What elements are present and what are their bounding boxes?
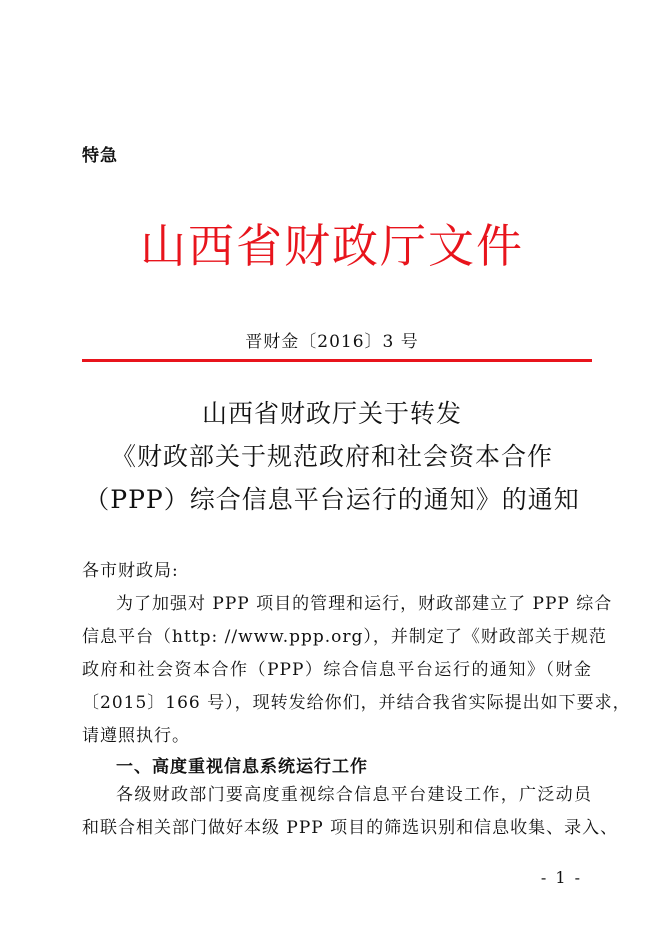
title-line: 《财政部关于规范政府和社会资本合作 (110, 442, 553, 471)
paragraph-line: 政府和社会资本合作（PPP）综合信息平台运行的通知》（财金 (82, 660, 592, 680)
notice-title (0, 392, 664, 521)
page-number: - 1 - (540, 868, 582, 887)
paragraph-line: 和联合相关部门做好本级 PPP 项目的筛选识别和信息收集、录入、 (82, 818, 619, 838)
title-line: 山西省财政厅关于转发 (201, 399, 462, 428)
section-heading: 一、高度重视信息系统运行工作 (116, 757, 368, 777)
salutation: 各市财政局: (82, 561, 179, 581)
document-header-title: 山西省财政厅文件 (140, 219, 524, 273)
document-number: 晋财金〔2016〕3 号 (245, 332, 419, 352)
title-line: （PPP）综合信息平台运行的通知》的通知 (84, 485, 580, 514)
paragraph-line: 信息平台（http: //www.ppp.org），并制定了《财政部关于规范 (82, 627, 607, 647)
paragraph-line: 各级财政部门要高度重视综合信息平台建设工作，广泛动员 (116, 785, 592, 805)
red-divider (82, 359, 592, 362)
paragraph-section-one (82, 779, 619, 845)
paragraph-intro (82, 588, 631, 753)
paragraph-line: 请遵照执行。 (82, 726, 190, 746)
urgency-label: 特急 (82, 146, 118, 166)
paragraph-line: 为了加强对 PPP 项目的管理和运行，财政部建立了 PPP 综合 (116, 594, 613, 614)
paragraph-line: 〔2015〕166 号），现转发给你们，并结合我省实际提出如下要求， (82, 693, 631, 713)
